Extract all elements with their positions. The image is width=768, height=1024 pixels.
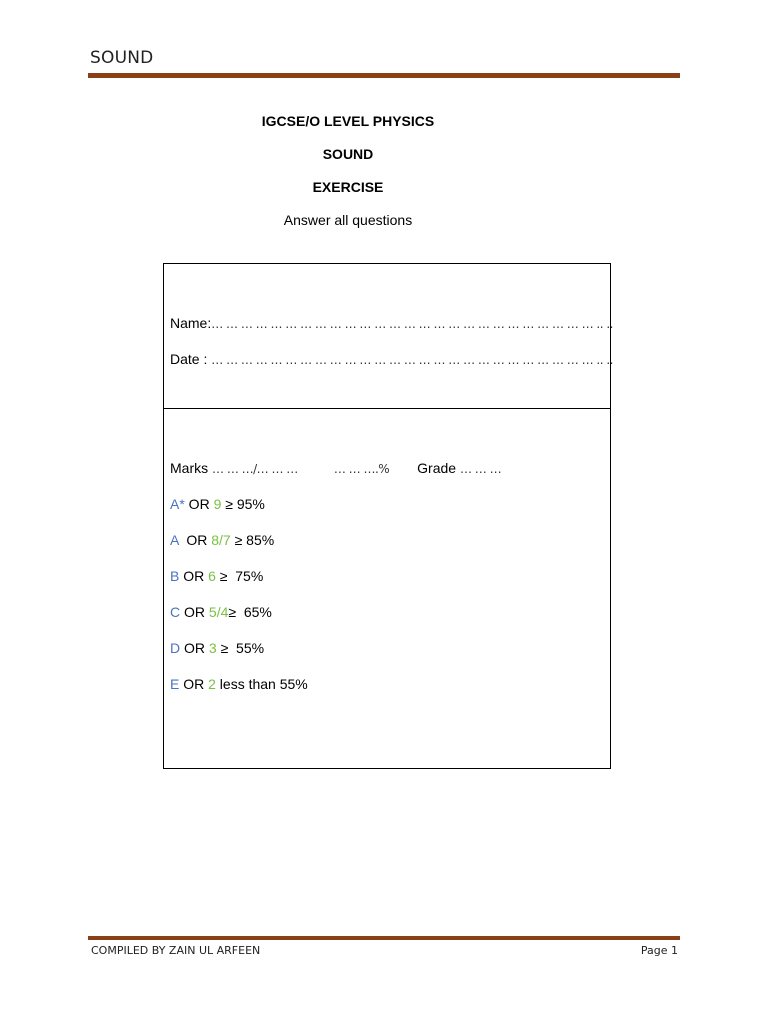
footer-page-number: Page 1: [640, 944, 678, 957]
grade-row: [170, 496, 265, 512]
marks-dots: … … …/… … …: [212, 462, 298, 476]
grade-letter: A*: [170, 496, 185, 512]
grade-row: [170, 532, 274, 548]
marks-box: [163, 408, 611, 769]
grade-row: [170, 676, 308, 692]
grade-number: 5/4: [208, 604, 229, 620]
date-label: Date :: [170, 351, 212, 367]
instruction-text: Answer all questions: [283, 212, 413, 228]
grade-number: 9: [213, 496, 222, 512]
grade-number: 6: [208, 568, 216, 584]
name-line: [170, 315, 613, 331]
grade-condition: ≥ 55%: [216, 640, 265, 656]
grade-or: OR: [180, 604, 209, 620]
grade-condition: ≥ 85%: [230, 532, 275, 548]
grade-or: OR: [178, 532, 212, 548]
grade-letter: E: [170, 676, 180, 692]
grade-number: 2: [208, 676, 216, 692]
grade-dots: … … …: [459, 462, 502, 476]
footer-compiled-by: COMPILED BY ZAIN UL ARFEEN: [91, 944, 261, 957]
document-subtitle: SOUND: [322, 146, 374, 162]
marks-line: [170, 460, 501, 476]
grade-letter: C: [170, 604, 181, 620]
document-title: IGCSE/O LEVEL PHYSICS: [261, 113, 435, 129]
header-title: SOUND: [90, 48, 154, 68]
grade-condition: ≥ 65%: [228, 604, 272, 620]
grade-condition: ≥ 75%: [215, 568, 264, 584]
grade-letter: D: [170, 640, 181, 656]
grade-number: 8/7: [211, 532, 231, 548]
student-info-box: [163, 263, 611, 409]
grade-or: OR: [179, 676, 209, 692]
date-line: [170, 351, 613, 367]
grade-or: OR: [184, 496, 214, 512]
grade-row: [170, 604, 272, 620]
date-dots: … … … … … … … … … … … … … … … … … … … … … … … … … … .. ..: [211, 353, 613, 367]
grade-condition: ≥ 95%: [221, 496, 265, 512]
name-label: Name:: [170, 315, 212, 331]
percent-dots: … … ….%: [333, 462, 390, 476]
grade-number: 3: [208, 640, 217, 656]
grade-or: OR: [179, 568, 209, 584]
grade-or: OR: [180, 640, 209, 656]
document-section: EXERCISE: [312, 179, 384, 195]
grade-row: [170, 640, 264, 656]
footer-rule: [88, 936, 680, 940]
grade-condition: less than 55%: [215, 676, 308, 692]
marks-label: Marks: [170, 460, 212, 476]
grade-label: Grade: [417, 460, 460, 476]
header-rule: [88, 73, 680, 78]
grade-row: [170, 568, 263, 584]
name-dots: … … … … … … … … … … … … … … … … … … … … … … … … … … .. ..: [211, 317, 613, 331]
grade-letter: A: [170, 532, 179, 548]
grade-letter: B: [170, 568, 180, 584]
